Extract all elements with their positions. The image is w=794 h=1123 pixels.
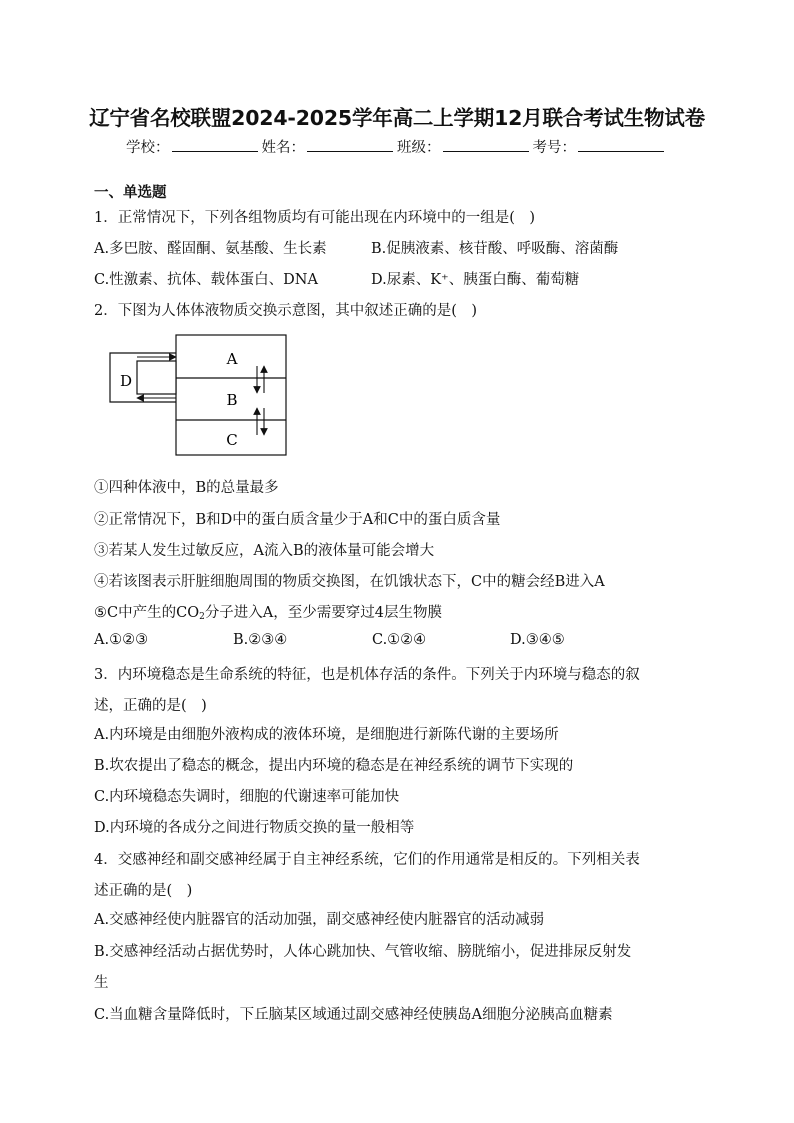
- q1-option-b[interactable]: B.促胰液素、核苷酸、呼吸酶、溶菌酶: [371, 241, 619, 257]
- exam-number-field[interactable]: [533, 136, 669, 157]
- q2-s5-post: 分子进入A，至少需要穿过4层生物膜: [204, 605, 443, 621]
- q3-option-d[interactable]: D.内环境的各成分之间进行物质交换的量一般相等: [94, 820, 415, 836]
- q2-s5-sub: 2: [199, 612, 205, 622]
- q2-statement-4: ④若该图表示肝脏细胞周围的物质交换图，在饥饿状态下，C中的糖会经B进入A: [94, 574, 605, 590]
- d-inner-box: [137, 361, 176, 394]
- class-label: 班级：: [397, 140, 441, 156]
- q4-stem-line1: 4．交感神经和副交感神经属于自主神经系统，它们的作用通常是相反的。下列相关表: [94, 852, 640, 868]
- q3-option-c[interactable]: C.内环境稳态失调时，细胞的代谢速率可能加快: [94, 789, 400, 805]
- school-blank[interactable]: [172, 136, 258, 152]
- q2-stem: 2．下图为人体体液物质交换示意图，其中叙述正确的是( ): [94, 303, 478, 319]
- q2-option-a[interactable]: A.①②③: [94, 632, 149, 648]
- school-label: 学校：: [126, 140, 170, 156]
- q4-option-c[interactable]: C.当血糖含量降低时，下丘脑某区域通过副交感神经使胰岛A细胞分泌胰高血糖素: [94, 1007, 613, 1023]
- label-a: A: [226, 350, 238, 368]
- q1-stem: 1．正常情况下，下列各组物质均有可能出现在内环境中的一组是( ): [94, 210, 536, 226]
- section-heading: 一、单选题: [94, 185, 167, 201]
- q3-stem-line2: 述，正确的是( ): [94, 698, 207, 714]
- q1-option-c[interactable]: C.性激素、抗体、载体蛋白、DNA: [94, 272, 318, 288]
- q2-statement-5: [94, 601, 442, 622]
- q2-s5-pre: ⑤C中产生的CO: [94, 605, 200, 621]
- exam-number-label: 考号：: [532, 140, 576, 156]
- class-field[interactable]: [397, 136, 533, 157]
- q2-statement-2: ②正常情况下，B和D中的蛋白质含量少于A和C中的蛋白质含量: [94, 512, 501, 528]
- q2-statement-1: ①四种体液中，B的总量最多: [94, 480, 279, 496]
- q4-option-b-line1[interactable]: B.交感神经活动占据优势时，人体心跳加快、气管收缩、膀胱缩小，促进排尿反射发: [94, 944, 632, 960]
- label-b: B: [226, 391, 238, 409]
- body-fluid-diagram: [100, 330, 300, 460]
- name-field[interactable]: [262, 136, 398, 157]
- class-blank[interactable]: [443, 136, 529, 152]
- exam-number-blank[interactable]: [578, 136, 664, 152]
- name-label: 姓名：: [261, 140, 305, 156]
- q3-option-b[interactable]: B.坎农提出了稳态的概念，提出内环境的稳态是在神经系统的调节下实现的: [94, 758, 574, 774]
- school-field[interactable]: [126, 136, 262, 157]
- q2-option-d[interactable]: D.③④⑤: [510, 632, 565, 648]
- label-d: D: [119, 372, 133, 390]
- student-info-row: [0, 136, 794, 157]
- q3-stem-line1: 3．内环境稳态是生命系统的特征，也是机体存活的条件。下列关于内环境与稳态的叙: [94, 667, 640, 683]
- q2-option-c[interactable]: C.①②④: [372, 632, 427, 648]
- q4-stem-line2: 述正确的是( ): [94, 883, 193, 899]
- q2-statement-3: ③若某人发生过敏反应，A流入B的液体量可能会增大: [94, 543, 435, 559]
- q1-option-a[interactable]: A.多巴胺、醛固酮、氨基酸、生长素: [94, 241, 327, 257]
- q2-option-b[interactable]: B.②③④: [233, 632, 288, 648]
- q3-option-a[interactable]: A.内环境是由细胞外液构成的液体环境，是细胞进行新陈代谢的主要场所: [94, 727, 559, 743]
- q1-option-d[interactable]: D.尿素、K⁺、胰蛋白酶、葡萄糖: [371, 272, 580, 288]
- exam-title: 辽宁省名校联盟2024-2025学年高二上学期12月联合考试生物试卷: [89, 106, 705, 130]
- label-c: C: [226, 431, 238, 449]
- name-blank[interactable]: [307, 136, 393, 152]
- q4-option-a[interactable]: A.交感神经使内脏器官的活动加强，副交感神经使内脏器官的活动减弱: [94, 912, 545, 928]
- q4-option-b-line2[interactable]: 生: [94, 975, 109, 991]
